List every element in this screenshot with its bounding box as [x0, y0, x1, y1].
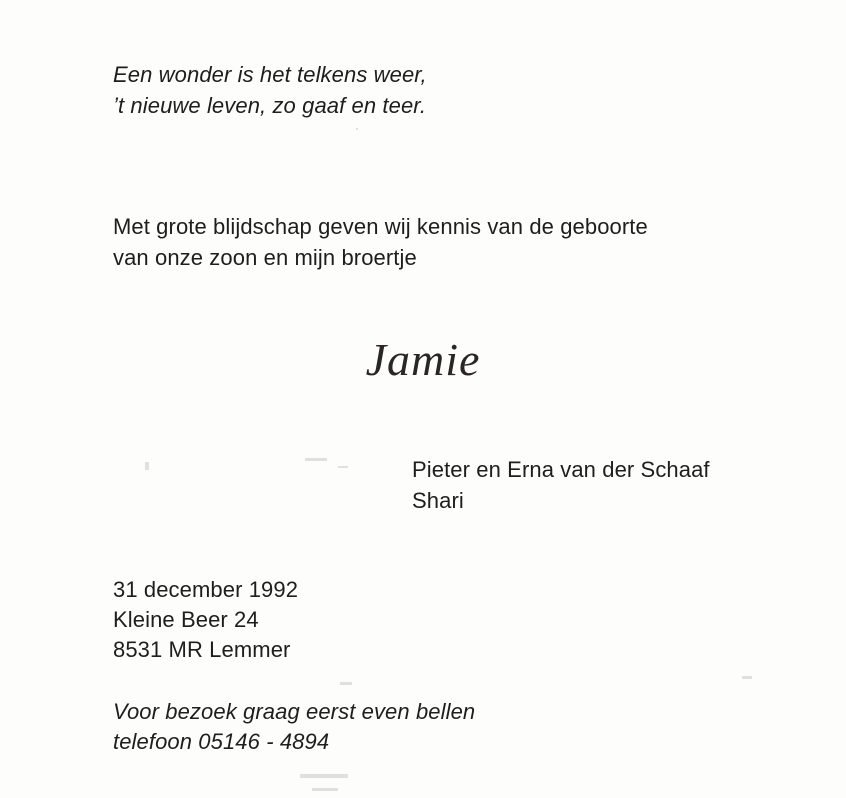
address-street: Kleine Beer 24	[113, 607, 259, 632]
baby-name: Jamie	[365, 334, 481, 385]
scan-speck	[742, 676, 752, 679]
poem-line-2: ’t nieuwe leven, zo gaaf en teer.	[113, 93, 427, 118]
scan-speck	[300, 774, 348, 778]
birth-date: 31 december 1992	[113, 577, 299, 602]
announcement-line-2: van onze zoon en mijn broertje	[113, 245, 417, 270]
phone-number: telefoon 05146 - 4894	[113, 729, 330, 754]
poem-line-1: Een wonder is het telkens weer,	[113, 62, 427, 87]
scan-speck	[338, 466, 348, 468]
address-city: 8531 MR Lemmer	[113, 637, 291, 662]
announcement-line-1: Met grote blijdschap geven wij kennis van de geboorte	[113, 214, 648, 239]
scan-speck	[340, 682, 352, 685]
scan-speck	[356, 128, 358, 130]
scan-speck	[305, 458, 327, 461]
sibling-name: Shari	[412, 488, 464, 513]
scan-speck	[145, 462, 149, 470]
visit-note: Voor bezoek graag eerst even bellen	[113, 699, 476, 724]
parents-name: Pieter en Erna van der Schaaf	[412, 457, 710, 482]
scan-speck	[312, 788, 338, 791]
